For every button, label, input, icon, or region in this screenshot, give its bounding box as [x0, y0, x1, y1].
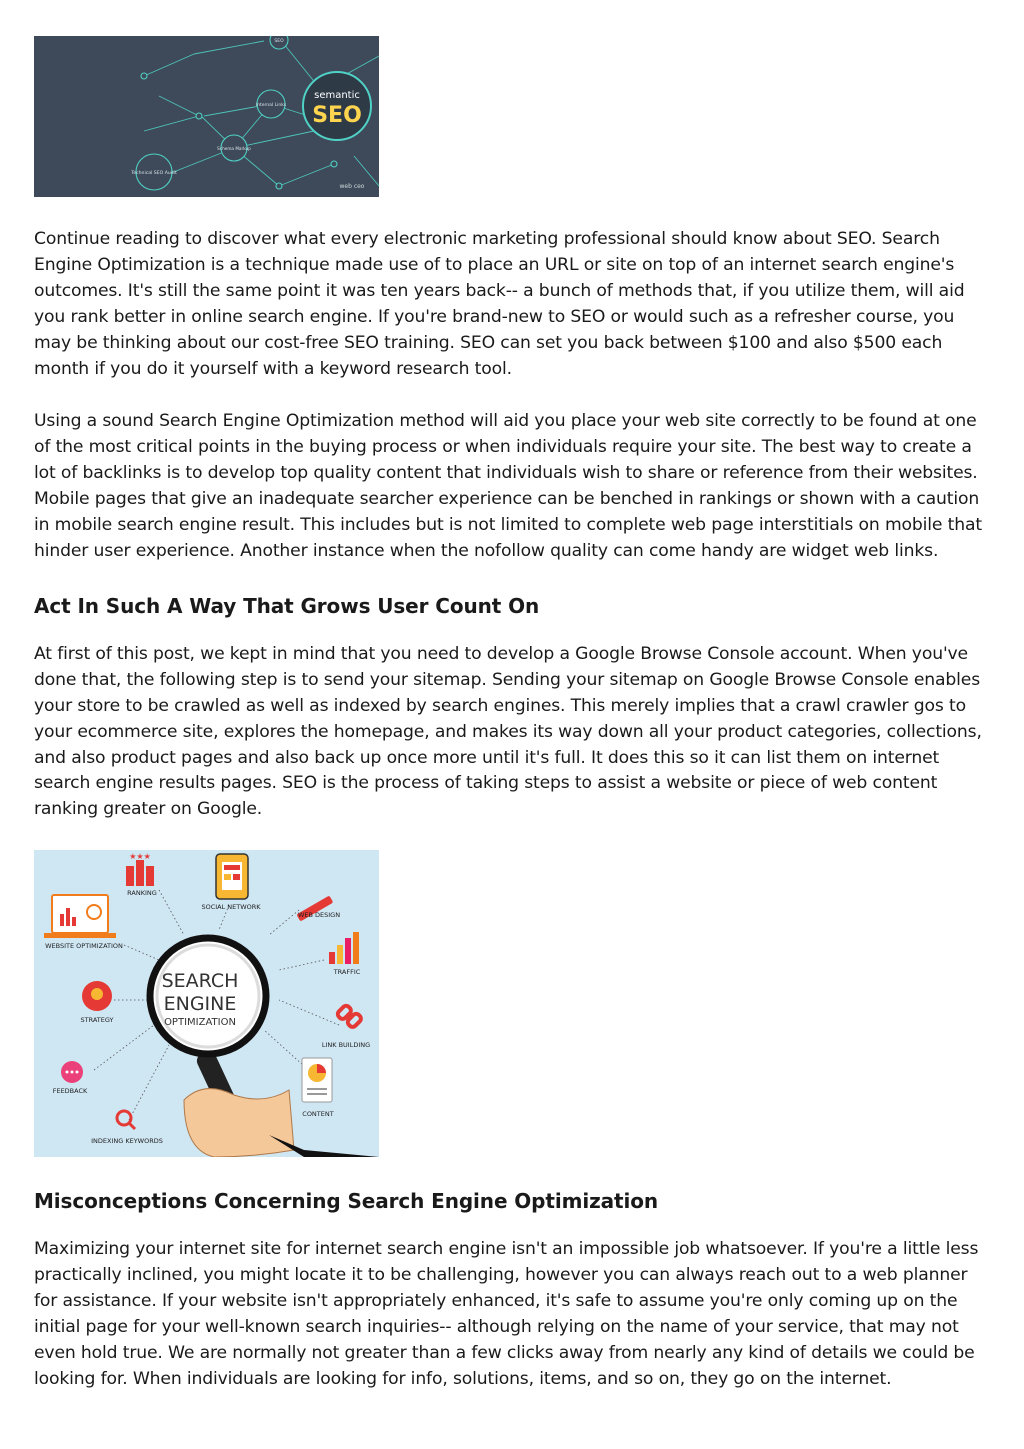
label-ranking: RANKING [127, 889, 157, 898]
social-network-icon [216, 854, 248, 899]
paragraph-3: At first of this post, we kept in mind that you need to develop a Google Browse Console account. When you've done that, the following step is to send your sitemap. Sending your sitemap on Google Browse Console enables your store to be crawled as well as indexed by search engines. This merely implies that a crawl crawler gos to your ecommerce site, explores the homepage, and makes its way down all your product categories, collections, and also product pages and also back up once more until it's full. It does this so it can list them on internet search engine results pages. SEO is the process of taking steps to assist a website or piece of web content ranking greater on Google. [34, 643, 982, 820]
website-optimization-icon [44, 895, 116, 938]
node-technical-seo-audit: Technical SEO Audit [131, 171, 177, 176]
seo-infographic-image [34, 850, 379, 1157]
center-search: SEARCH [161, 970, 239, 993]
label-traffic: TRAFFIC [333, 968, 361, 977]
label-feedback: FEEDBACK [52, 1087, 88, 1096]
node-internal-links: Internal Links [255, 103, 287, 108]
label-website-optimization: WEBSITE OPTIMIZATION [45, 942, 123, 951]
label-web-design: WEB DESIGN [297, 911, 341, 920]
paragraph-1: Continue reading to discover what every electronic marketing professional should know about SEO. Search Engine Optimization is a technique made use of to place an URL or site on top of an internet search engine's outcomes. It's still the same point it was ten years back-- a bunch of methods that, if you utilize them, will aid you rank better in online search engine. If you're brand-new to SEO or would such as a refresher course, you may be thinking about our cost-free SEO training. SEO can set you back between $100 and also $500 each month if you do it yourself with a keyword research tool. [34, 229, 965, 379]
heading-2: Misconceptions Concerning Search Engine Optimization [34, 1189, 659, 1214]
label-content: CONTENT [302, 1110, 334, 1119]
node-schema-markup: Schema Markup [217, 146, 251, 151]
heading-1: Act In Such A Way That Grows User Count On [34, 593, 540, 618]
watermark: web ceo [339, 183, 365, 190]
center-optimization: OPTIMIZATION [164, 1017, 236, 1029]
label-strategy: STRATEGY [80, 1016, 114, 1025]
badge-seo: SEO [312, 103, 362, 128]
label-indexing-keywords: INDEXING KEYWORDS [91, 1137, 163, 1146]
ranking-icon [126, 852, 154, 886]
article [34, 36, 992, 1420]
paragraph-4: Maximizing your internet site for internet search engine isn't an impossible job whatsoever. If you're a little less practically inclined, you might locate it to be challenging, however you can always reach out to a web planner for assistance. If your website isn't appropriately enhanced, it's safe to assume you're only coming up on the initial page for your well-known search inquiries-- although relying on the name of your service, that may not even hold true. We are normally not greater than a few clicks away from nearly any kind of details we could be looking for. When individuals are looking for info, solutions, items, and so on, they go on the internet. [34, 1239, 979, 1389]
content-icon [302, 1058, 332, 1102]
feedback-icon [61, 1061, 83, 1083]
node-seo: SEO [274, 39, 284, 44]
label-social-network: SOCIAL NETWORK [201, 903, 261, 912]
svg-text:★★★: ★★★ [129, 852, 151, 862]
semantic-seo-image [34, 36, 379, 197]
paragraph-2: Using a sound Search Engine Optimization method will aid you place your web site correctly to be found at one of the most critical points in the buying process or when individuals require your site. The best way to create a lot of backlinks is to develop top quality content that individuals wish to share or reference from their websites. Mobile pages that give an inadequate searcher experience can be benched in rankings or shown with a caution in mobile search engine result. This includes but is not limited to complete web page interstitials on mobile that hinder user experience. Another instance when the nofollow quality can come handy are widget web links. [34, 411, 982, 561]
center-engine: ENGINE [163, 993, 237, 1016]
strategy-icon [82, 981, 112, 1011]
badge-semantic: semantic [314, 90, 360, 101]
label-link-building: LINK BUILDING [321, 1041, 371, 1050]
